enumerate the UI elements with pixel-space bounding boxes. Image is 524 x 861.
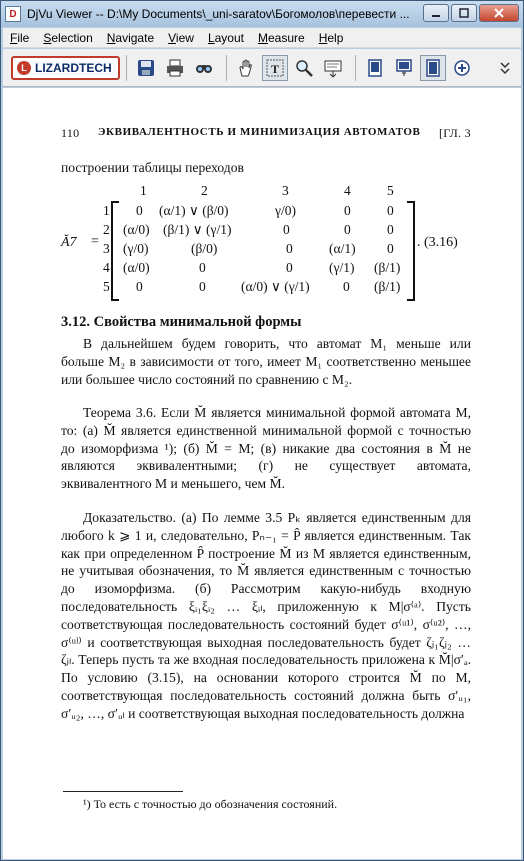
matrix-col-header: 1 [140, 183, 147, 198]
add-icon [452, 58, 472, 78]
matrix-cell: (β/1) ∨ (γ/1) [163, 222, 232, 237]
matrix-cell: 0 [283, 222, 290, 237]
svg-text:T: T [270, 61, 279, 76]
close-icon [494, 8, 504, 18]
section-title: 3.12. Свойства минимальной формы [61, 314, 302, 330]
matrix-row-label: 1 [103, 203, 110, 218]
matrix-row-label: 3 [103, 241, 110, 256]
matrix-cell: 0 [286, 241, 293, 256]
matrix-cell: (γ/1) [329, 260, 355, 275]
marquee-zoom-button[interactable] [320, 55, 346, 81]
lizardtech-logo[interactable]: L LIZARDTECH [11, 56, 120, 80]
zoom-button[interactable] [291, 55, 317, 81]
continuous-button[interactable] [391, 55, 417, 81]
facing-pages-icon [423, 58, 443, 78]
document-page [3, 88, 521, 859]
toolbar-separator [126, 55, 127, 81]
print-button[interactable] [162, 55, 188, 81]
matrix-cell: (β/0) [191, 241, 218, 256]
find-icon [194, 58, 214, 78]
matrix-cell: (α/1) [329, 241, 356, 256]
matrix-row-label: 5 [103, 279, 110, 294]
matrix-cell: 0 [387, 222, 394, 237]
hand-tool-icon [236, 58, 256, 78]
minimize-button[interactable] [423, 4, 449, 22]
proof-paragraph: Доказательство. (а) По лемме 3.5 Pₖ является единственным для любого k ⩾ 1 и, следовательно, Pₙ₋₁ = P̂ является единственным. Так как при определенном P̂ построение M̆ из M является единственным, не учитывая обозначения, то M̆ является единственным с точностью до изоморфизма. (б) Рассмотрим какую-нибудь входную последовательность ξᵢ₁ξᵢ₂ … ξᵢₗ, приложенную к M|σ⁽ᵃ⁾. Пусть соответствующая последовательность состояний будет σ⁽ᵘ¹⁾, σ⁽ᵘ²⁾, …, σ⁽ᵘˡ⁾ и соответствующая выходная последовательность будет ζⱼ₁ζⱼ₂ … ζⱼₗ. Теперь пусть та же входная последовательность приложена к M̆|σ′ₐ. По условию (3.15), на основании которого строится M̆ по M, соответствующая последовательность состояний должна быть σ′ᵤ₁, σ′ᵤ₂, …, σ′ᵤₗ и соответствующая выходная последовательность должна [61, 510, 471, 721]
continuous-icon [394, 58, 414, 78]
toolbar-separator [226, 55, 227, 81]
menu-help[interactable]: Help [318, 30, 344, 45]
menu-navigate[interactable]: Navigate [106, 30, 155, 45]
matrix-cell: (γ/0) [123, 241, 149, 256]
hand-tool-button[interactable] [233, 55, 259, 81]
matrix-col-header: 2 [201, 183, 208, 198]
running-head: ЭКВИВАЛЕНТНОСТЬ И МИНИМИЗАЦИЯ АВТОМАТОВ [98, 126, 421, 138]
matrix-col-header: 5 [387, 183, 394, 198]
matrix-cell: (α/0) [123, 222, 150, 237]
overflow-icon [495, 58, 515, 78]
matrix-cell: 0 [387, 203, 394, 218]
save-icon [136, 58, 156, 78]
matrix-cell: (β/1) [374, 279, 401, 294]
page-header [61, 126, 471, 141]
matrix-cell: (α/0) [123, 260, 150, 275]
close-button[interactable] [479, 4, 519, 22]
menu-selection[interactable]: Selection [43, 30, 93, 45]
matrix-cell: (α/0) ∨ (γ/1) [241, 279, 310, 294]
transition-matrix [61, 183, 501, 298]
matrix-cell: 0 [344, 203, 351, 218]
single-page-icon [365, 58, 385, 78]
zoom-icon [294, 58, 314, 78]
toolbar-overflow-button[interactable] [492, 55, 518, 81]
toolbar-separator [355, 55, 356, 81]
lizardtech-mark-icon: L [17, 61, 31, 75]
matrix-cell: 0 [343, 279, 350, 294]
matrix-col-header: 4 [344, 183, 351, 198]
matrix-col-header: 3 [282, 183, 289, 198]
menu-file[interactable]: File [10, 30, 30, 45]
matrix-equals: = [91, 234, 99, 249]
text-select-button[interactable] [262, 55, 288, 81]
text-select-icon [265, 58, 285, 78]
matrix-name: Ă7 [61, 235, 77, 250]
paragraph: В дальнейшем будем говорить, что автомат M₁ меньше или больше M₂ в зависимости от того, имеет M₁ соответственно меньшее или большее число состояний по сравнению с M₂. [61, 336, 471, 387]
page-number: 110 [61, 126, 80, 140]
matrix-cell: 0 [286, 260, 293, 275]
equation-number: . (3.16) [417, 235, 458, 250]
footnote: ¹) То есть с точностью до обозначения состояний. [83, 797, 338, 811]
maximize-icon [459, 8, 469, 18]
find-button[interactable] [191, 55, 217, 81]
add-button[interactable] [449, 55, 475, 81]
window-controls [423, 4, 519, 22]
matrix-row-label: 4 [103, 260, 110, 275]
matrix-cell: (β/1) [374, 260, 401, 275]
matrix-cell: 0 [199, 279, 206, 294]
menu-measure[interactable]: Measure [257, 30, 305, 45]
menu-layout[interactable]: Layout [207, 30, 244, 45]
matrix-cell: 0 [136, 203, 143, 218]
window-title: DjVu Viewer -- D:\My Documents\_uni-saratov\Богомолов\перевести ... [27, 7, 410, 21]
footnote-rule [63, 791, 183, 792]
intro-line: построении таблицы переходов [61, 160, 244, 175]
title-bar[interactable] [1, 1, 523, 27]
maximize-button[interactable] [451, 4, 477, 22]
matrix-right-bracket [407, 201, 415, 301]
matrix-cell: 0 [344, 222, 351, 237]
theorem-paragraph: Теорема 3.6. Если M̆ является минимальной формой автомата M, то: (а) M̆ является единственной минимальной формой с точностью до изоморфизма ¹); (б) M̆ = M; (в) никакие два состояния в M̆ не являются эквивалентными; (г) не существует автомата, эквивалентного M и меньшего, чем M̆. [61, 405, 471, 492]
matrix-cell: γ/0) [275, 203, 296, 218]
facing-pages-button[interactable] [420, 55, 446, 81]
chapter-ref: [ГЛ. 3 [439, 126, 471, 140]
matrix-cell: (α/1) ∨ (β/0) [159, 203, 229, 218]
print-icon [165, 58, 185, 78]
minimize-icon [431, 8, 441, 18]
document-viewport[interactable] [3, 88, 521, 859]
menu-bar [3, 28, 521, 48]
matrix-cell: 0 [199, 260, 206, 275]
save-button[interactable] [133, 55, 159, 81]
menu-view[interactable]: View [168, 30, 194, 45]
toolbar [3, 49, 521, 87]
marquee-icon [323, 58, 343, 78]
matrix-cell: 0 [387, 241, 394, 256]
matrix-left-bracket [111, 201, 119, 301]
matrix-cell: 0 [136, 279, 143, 294]
single-page-button[interactable] [362, 55, 388, 81]
djvu-app-icon: D [5, 6, 21, 22]
matrix-row-label: 2 [103, 222, 110, 237]
